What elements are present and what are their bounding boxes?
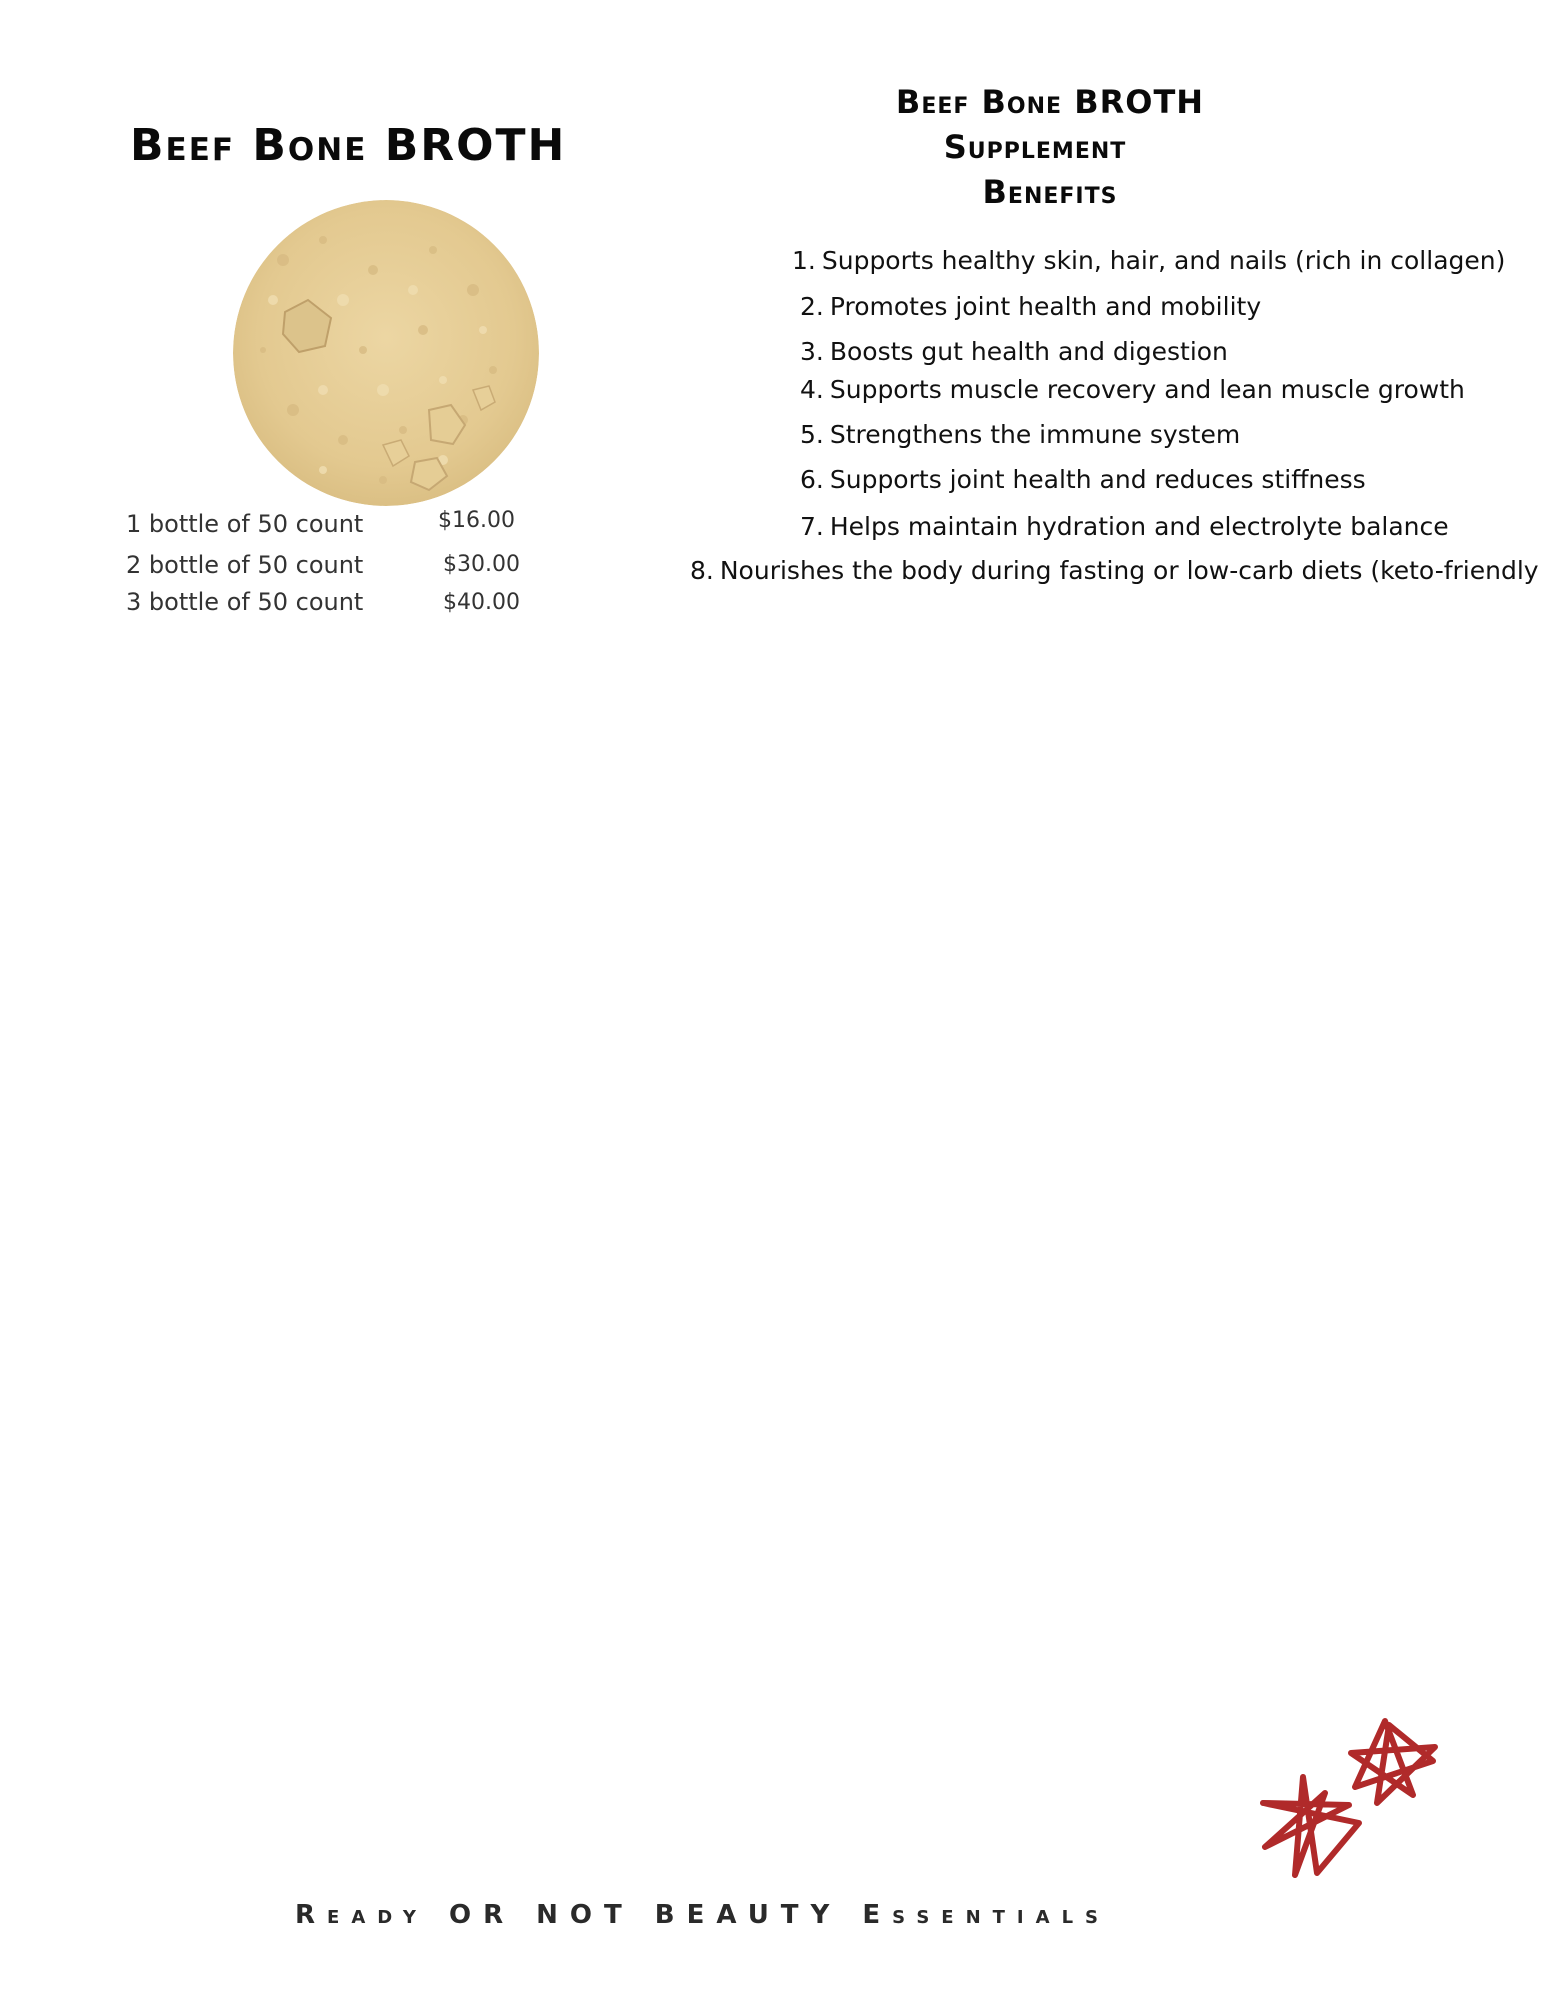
footer-brand: Ready OR NOT BEAUTY Essentials bbox=[295, 1900, 1110, 1930]
benefit-text: Supports muscle recovery and lean muscle growth bbox=[829, 375, 1465, 404]
benefit-item bbox=[800, 375, 1465, 404]
powder-image bbox=[233, 200, 539, 506]
benefit-item bbox=[690, 556, 1539, 585]
star-icon bbox=[1351, 1721, 1435, 1803]
product-title: Beef Bone BROTH bbox=[130, 120, 567, 171]
benefit-item bbox=[800, 337, 1228, 366]
benefit-item bbox=[792, 246, 1505, 275]
benefit-text: Nourishes the body during fasting or low-carb diets (keto-friendly bbox=[719, 556, 1539, 585]
benefit-item bbox=[800, 465, 1366, 494]
benefit-item bbox=[800, 420, 1240, 449]
stars-decoration bbox=[1255, 1715, 1455, 1895]
benefit-text: Strengthens the immune system bbox=[829, 420, 1241, 449]
price-row: 1 bottle of 50 count bbox=[126, 510, 364, 538]
benefit-item bbox=[800, 292, 1261, 321]
benefits-title-line: Supplement bbox=[943, 128, 1127, 166]
benefit-text: Promotes joint health and mobility bbox=[829, 292, 1262, 321]
price-value: $30.00 bbox=[443, 552, 520, 577]
star-icon bbox=[1263, 1777, 1359, 1875]
benefit-number: 4. bbox=[800, 375, 824, 404]
price-value: $40.00 bbox=[443, 590, 520, 615]
benefits-title-line: Beef Bone BROTH bbox=[895, 83, 1205, 121]
price-row: 3 bottle of 50 count bbox=[126, 588, 364, 616]
benefits-title bbox=[850, 80, 1250, 215]
benefit-item bbox=[800, 512, 1449, 541]
benefit-text: Supports joint health and reduces stiffness bbox=[829, 465, 1366, 494]
benefit-number: 5. bbox=[800, 420, 824, 449]
benefit-text: Boosts gut health and digestion bbox=[829, 337, 1228, 366]
benefit-text: Helps maintain hydration and electrolyte balance bbox=[829, 512, 1449, 541]
benefits-title-line: Benefits bbox=[982, 173, 1118, 211]
benefit-number: 6. bbox=[800, 465, 824, 494]
benefit-number: 2. bbox=[800, 292, 824, 321]
benefit-number: 3. bbox=[800, 337, 824, 366]
benefit-number: 7. bbox=[800, 512, 824, 541]
price-row: 2 bottle of 50 count bbox=[126, 551, 364, 579]
benefit-text: Supports healthy skin, hair, and nails (rich in collagen) bbox=[821, 246, 1506, 275]
benefit-number: 8. bbox=[690, 556, 714, 585]
benefit-number: 1. bbox=[792, 246, 816, 275]
price-value: $16.00 bbox=[438, 508, 515, 533]
